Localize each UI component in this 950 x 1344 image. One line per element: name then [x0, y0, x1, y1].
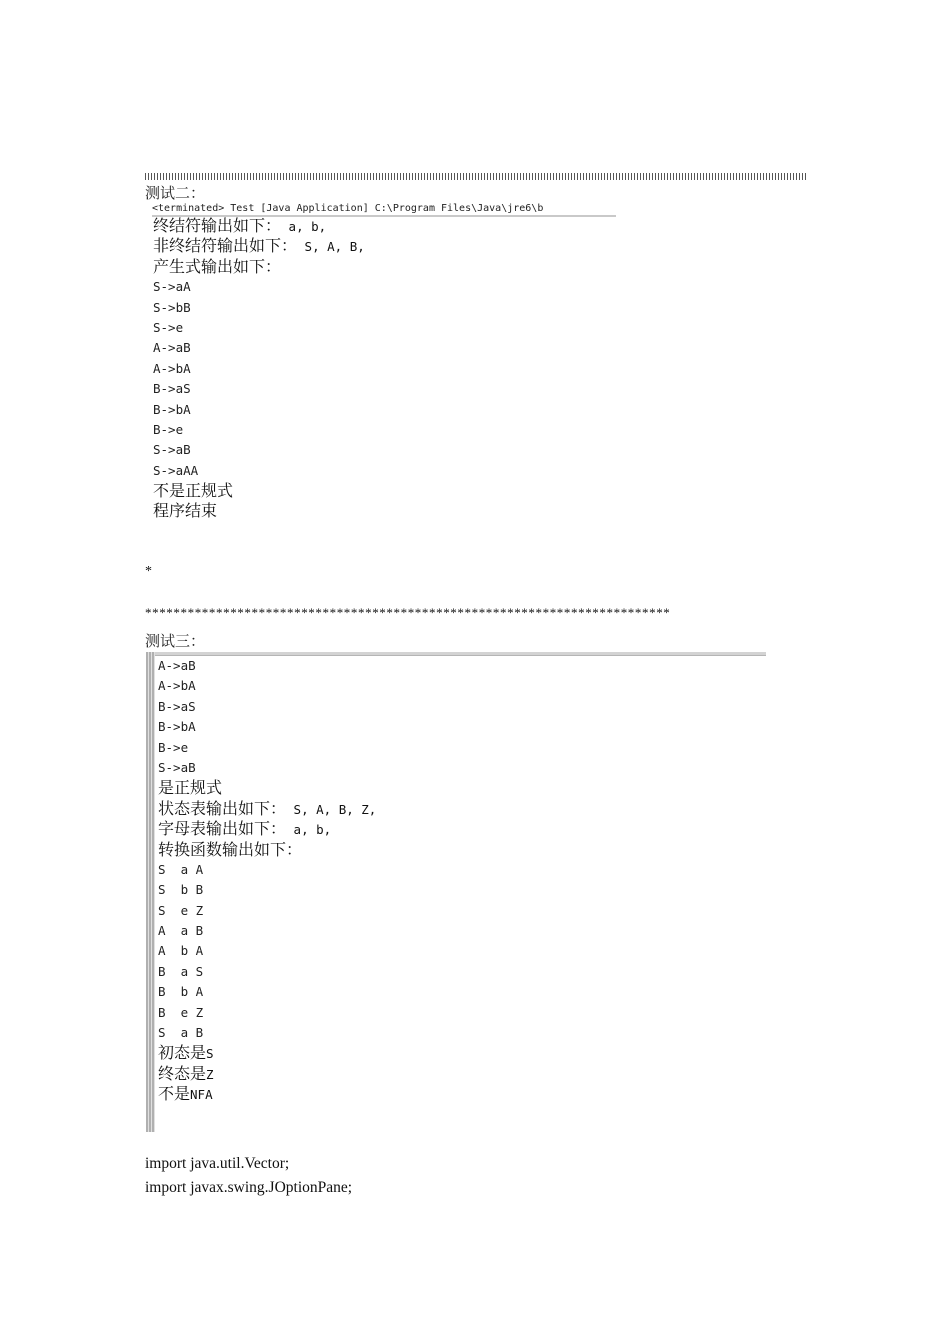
production-line: B->aS: [153, 381, 191, 397]
import-joptionpane-line: import javax.swing.JOptionPane;: [145, 1179, 353, 1196]
production-line: A->aB: [158, 658, 196, 673]
console-header: <terminated> Test [Java Application] C:\Program Files\Java\jre6\b: [152, 202, 616, 217]
final-state-value: Z: [206, 1066, 214, 1082]
production-line: A->bA: [158, 678, 196, 694]
test3-console-output: [158, 656, 376, 1105]
alphabet-label: 字母表输出如下：: [158, 819, 287, 839]
production-line: S->e: [153, 319, 184, 335]
import-vector-line: import java.util.Vector;: [145, 1155, 290, 1172]
terminals-line: [153, 216, 365, 236]
transition-line: A b A: [158, 943, 204, 959]
production-line: S->bB: [153, 299, 191, 315]
final-state-line: [158, 1064, 376, 1084]
transition-line: B e Z: [158, 1004, 204, 1020]
is-regular-line: 是正规式: [158, 778, 223, 798]
asterisk-separator: *: [145, 564, 152, 579]
initial-state-label: 初态是: [158, 1043, 207, 1063]
final-state-label: 终态是: [158, 1063, 207, 1083]
production-line: B->aS: [158, 698, 196, 714]
production-line: B->e: [153, 421, 184, 437]
production-line: S->aA: [153, 279, 191, 295]
separator-rule: [145, 173, 807, 180]
alphabet-line: [158, 819, 376, 839]
alphabet-value: a, b,: [286, 822, 332, 838]
states-label: 状态表输出如下：: [158, 798, 287, 818]
transition-line: A a B: [158, 923, 204, 939]
states-value: S, A, B, Z,: [286, 801, 377, 817]
nfa-label: 不是: [158, 1084, 191, 1104]
transition-line: S a B: [158, 1025, 204, 1041]
transition-line: S e Z: [158, 902, 204, 918]
production-line: A->aB: [153, 340, 191, 356]
transitions-label: 转换函数输出如下：: [158, 839, 303, 859]
production-line: B->bA: [158, 719, 196, 735]
nfa-line: [158, 1084, 376, 1104]
nfa-value: NFA: [190, 1087, 213, 1103]
production-line: B->bA: [153, 401, 191, 417]
production-line: B->e: [158, 739, 189, 755]
initial-state-line: [158, 1043, 376, 1063]
end-line: 程序结束: [153, 501, 218, 521]
transition-line: B a S: [158, 963, 204, 979]
production-line: S->aB: [158, 759, 196, 775]
production-line: S->aAA: [153, 462, 199, 478]
nonterminals-line: [153, 236, 365, 256]
asterisk-row-separator: **************************************************************************: [145, 605, 671, 620]
test2-console-output: [153, 216, 365, 522]
states-line: [158, 799, 376, 819]
test3-heading: 测试三：: [145, 632, 206, 650]
terminals-label: 终结符输出如下：: [153, 216, 282, 235]
transition-line: B b A: [158, 984, 204, 1000]
console-panel-border-left: [146, 652, 155, 1132]
production-line: A->bA: [153, 360, 191, 376]
test2-heading: 测试二：: [145, 184, 206, 202]
productions-label: 产生式输出如下：: [153, 256, 282, 276]
result-line: 不是正规式: [153, 481, 234, 501]
transition-line: S a A: [158, 861, 204, 877]
terminals-value: a, b,: [281, 219, 327, 234]
nonterminals-label: 非终结符输出如下：: [153, 236, 298, 256]
initial-state-value: S: [206, 1046, 214, 1062]
transition-line: S b B: [158, 882, 204, 898]
nonterminals-value: S, A, B,: [297, 239, 365, 255]
production-line: S->aB: [153, 442, 191, 458]
